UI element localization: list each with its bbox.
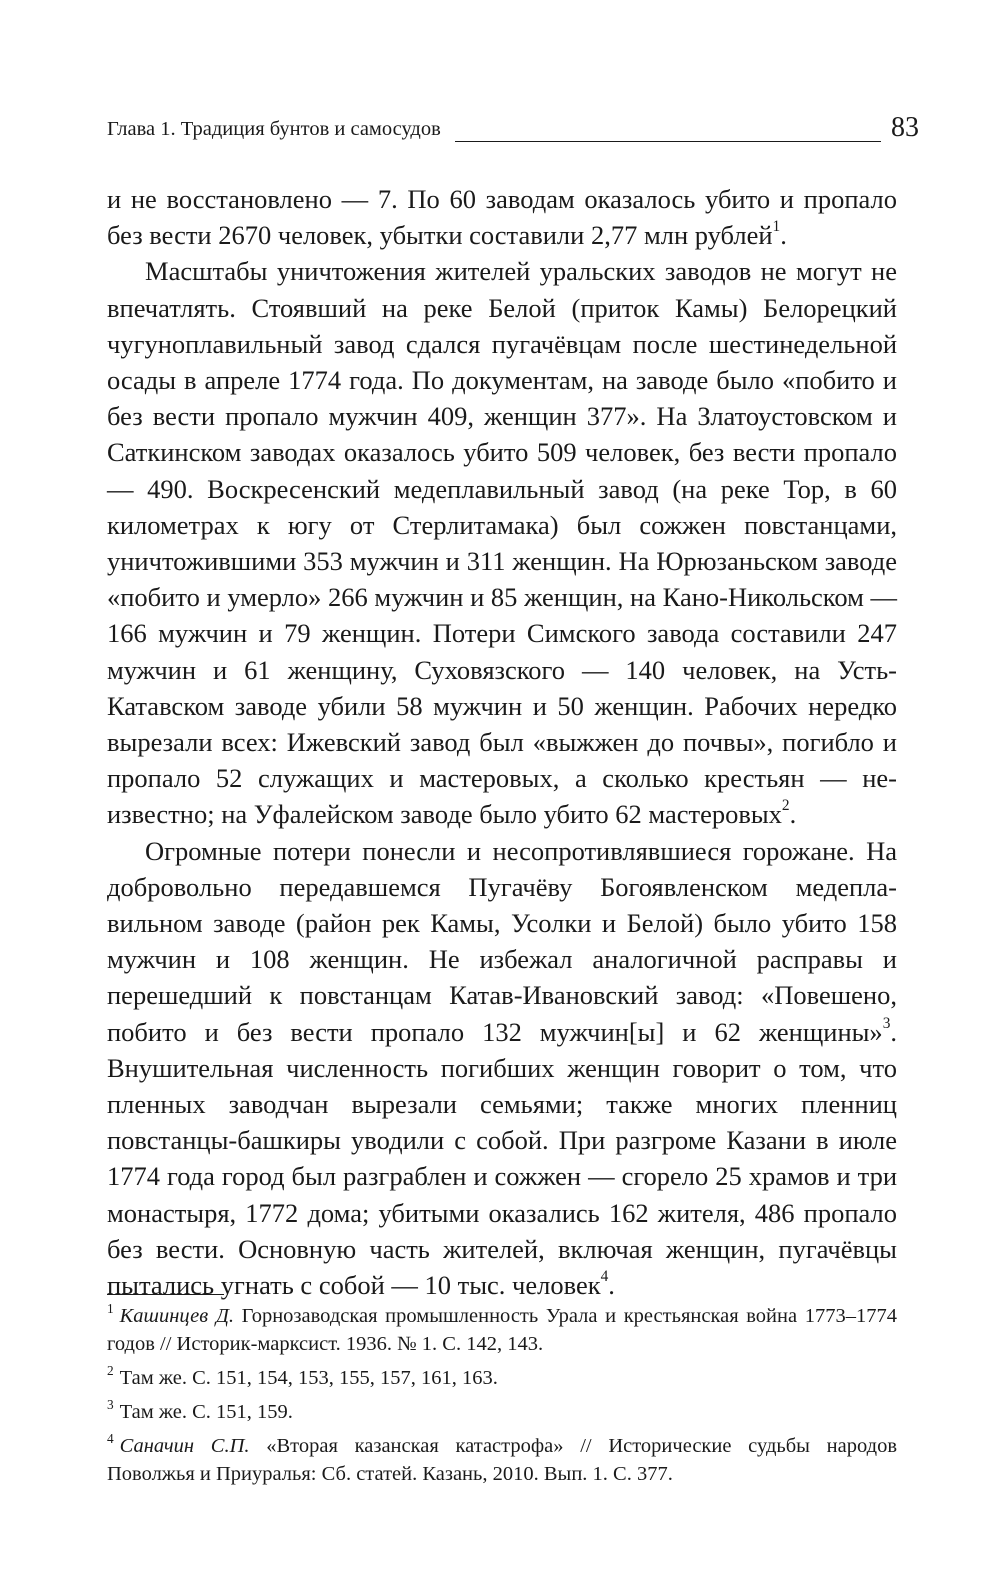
footnote-ref-3[interactable]: 3 (882, 1014, 891, 1032)
footnote-ref-1[interactable]: 1 (772, 218, 781, 236)
footnote-text: Там же. С. 151, 159. (119, 1401, 293, 1423)
paragraph-3 (107, 833, 897, 1304)
footnote-ref-4[interactable]: 4 (600, 1268, 609, 1286)
running-header (107, 112, 927, 152)
paragraph-3-text-b: . Внушительная численность погибших женщин говорит о том, что пленных заводчан вырезали семьями; также многих пленниц повстанцы-башкиры уводили с собой. При разгроме Казани в июле 1774 года город был разграблен и сожжен — сгорело 25 храмов и три монастыря, 1772 дома; убитыми оказались 162 жителя, 486 пропало без вести. Основную часть жителей, включая женщин, пугачёвцы пытались угнать с собой — 10 тыс. человек (107, 1016, 897, 1301)
footnote-mark: 1 (107, 1300, 114, 1316)
footnote-mark: 4 (107, 1430, 114, 1446)
footnote-author: Саначин С.П. (119, 1435, 250, 1457)
paragraph-1 (107, 181, 897, 253)
page-number: 83 (891, 112, 919, 143)
footnote-author: Кашинцев Д. (119, 1305, 234, 1327)
footnote-text: «Вторая казанская катастрофа» // Исторические судьбы народов Поволжья и Приуралья: Сб. статей. Казань, 2010. Вып. 1. С. 377. (107, 1435, 897, 1485)
footnote-mark: 2 (107, 1362, 114, 1378)
footnote-1 (107, 1302, 897, 1358)
footnote-rule (107, 1294, 224, 1295)
paragraph-3-text-a: Огромные потери понесли и несопротивлявшиеся горожане. На добровольно передавшемся Пугачёву Богоявленском медеплавильном заводе (район рек Камы, Усолки и Белой) было убито 158 мужчин и 108 женщин. Не избежал аналогичной расправы и перешедший к повстанцам Катав-Ивановский завод: «Повешено, побито и без вести пропало 132 мужчин[ы] и 62 женщины» (107, 835, 897, 1047)
paragraph-2 (107, 253, 897, 832)
footnotes (107, 1302, 897, 1494)
footnote-mark: 3 (107, 1396, 114, 1412)
main-text (107, 181, 897, 1303)
punctuation: . (789, 799, 797, 830)
footnote-3 (107, 1398, 897, 1426)
footnote-text: Там же. С. 151, 154, 153, 155, 157, 161, 163. (119, 1367, 498, 1389)
paragraph-2-text: Масштабы уничтожения жителей уральских заводов не могут не впечатлять. Стоявший на реке Белой (приток Камы) Белорецкий чугуноплавильный завод сдался пугачёвцам после шестинедельной осады в апреле 1774 года. По документам, на заводе было «побито и без вести пропало мужчин 409, женщин 377». На Златоустовском и Саткинском заводах оказалось убито 509 человек, без вести пропало — 490. Воскресенский медеплавильный завод (на реке Тор, в 60 километрах к югу от Стерлитамака) был сожжен повстанцами, уничтожившими 353 мужчин и 311 женщин. На Юрюзаньском заводе «побито и умерло» 266 мужчин и 85 женщин, на Кано-Никольском — 166 мужчин и 79 женщин. Потери Симского завода составили 247 мужчин и 61 женщину, Суховязского — 140 человек, на Усть-Катавском заводе убили 58 мужчин и 50 женщин. Рабочих нередко вырезали всех: Ижевский завод был «выжжен до почвы», погибло и пропало 52 служащих и мастеровых, а сколько крестьян — неизвестно; на Уфалейском заводе было убито 62 мастеровых (107, 256, 897, 830)
footnote-ref-2[interactable]: 2 (781, 797, 790, 815)
footnote-2 (107, 1364, 897, 1392)
paragraph-1-text: и не восстановлено — 7. По 60 заводам оказалось убито и пропало без вести 2670 человек, убытки составили 2,77 млн рублей (107, 184, 897, 251)
punctuation: . (780, 220, 787, 251)
punctuation: . (608, 1270, 615, 1301)
header-rule (455, 141, 881, 142)
chapter-title: Глава 1. Традиция бунтов и самосудов (107, 118, 441, 140)
footnote-text: Горнозаводская промышленность Урала и крестьянская война 1773–1774 годов // Историк-марксист. 1936. № 1. С. 142, 143. (107, 1305, 897, 1355)
footnote-4 (107, 1432, 897, 1488)
